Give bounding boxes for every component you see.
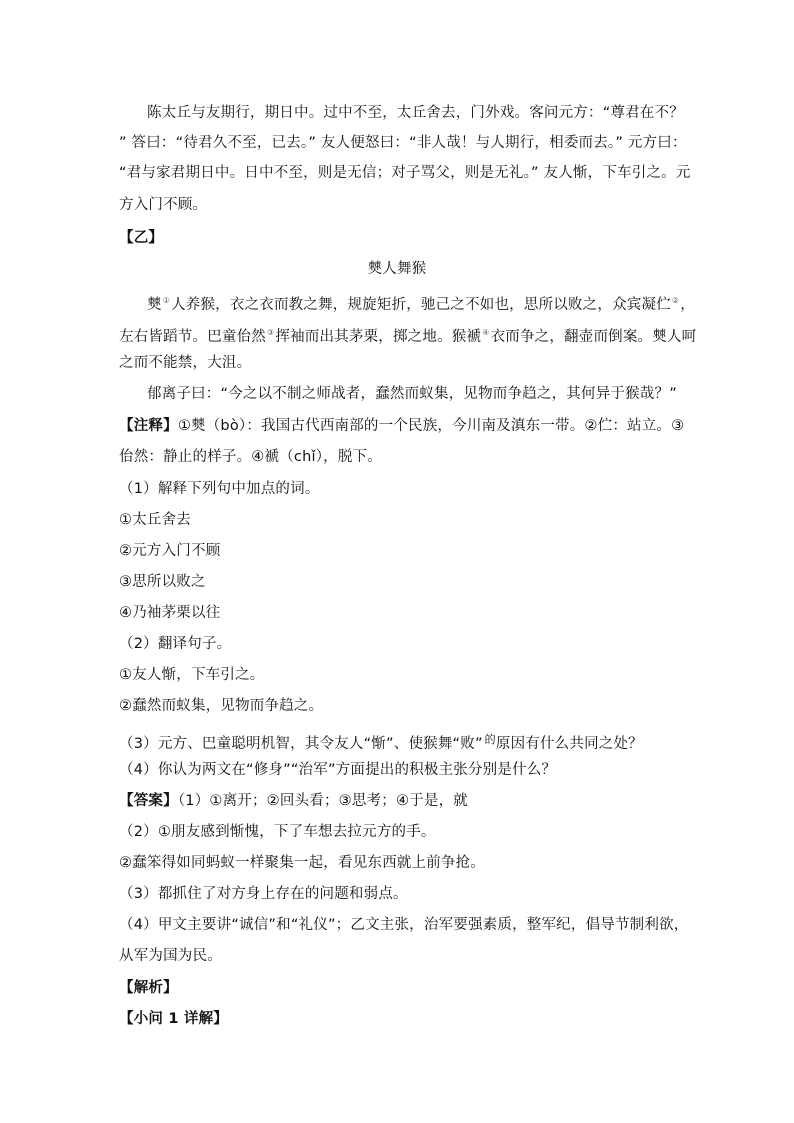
- question-4: （4）你认为两文在“修身”“治军”方面提出的积极主张分别是什么？: [119, 762, 557, 778]
- yi-p2-b: 挥袖而出其茅栗，掷之地。猴褫: [275, 329, 482, 345]
- question-3-de: 的: [484, 733, 496, 746]
- yi-p1-c: ，: [680, 297, 695, 313]
- answer-label: 【答案】: [119, 793, 178, 809]
- question-1-item-2: ②元方入门不顾: [119, 543, 221, 559]
- answer-line-1: [119, 791, 679, 811]
- yi-title: 僰人舞猴: [367, 261, 427, 277]
- note-marker-3: ③: [267, 328, 275, 337]
- yi-p1-b: 人养猴，衣之衣而教之舞，规旋矩折，驰己之不如也，思所以败之，众宾凝伫: [171, 297, 671, 313]
- answer-3: （3）都抓住了对方身上存在的问题和弱点。: [119, 886, 408, 902]
- question-1-item-1: ①太丘舍去: [119, 512, 191, 528]
- note-marker-4: ④: [482, 328, 490, 337]
- yi-paragraph-3: 之而不能禁，大沮。: [119, 355, 252, 371]
- notes-line-1: [119, 416, 685, 436]
- jia-line-1: 陈太丘与友期行，期日中。过中不至，太丘舍去，门外戏。客问元方：“尊君在不？: [147, 105, 684, 121]
- yi-paragraph-4: 郁离子曰：“今之以不制之师战者，蠢然而蚁集，见物而争趋之，其何异于猴哉？”: [147, 386, 677, 402]
- yi-p1-a: 僰: [147, 297, 162, 313]
- answer-2b: ②蠢笨得如同蚂蚁一样聚集一起，看见东西就上前争抢。: [119, 855, 485, 871]
- question-3-a: （3）元方、巴童聪明机智，其令友人“惭”、使猴舞“败”: [119, 736, 483, 752]
- yi-label: 【乙】: [119, 230, 164, 246]
- note-marker-1: ①: [162, 296, 171, 305]
- question-3: [119, 730, 679, 754]
- question-1-item-3: ③思所以败之: [119, 574, 206, 590]
- answer-1: （1）①离开；②回头看；③思考；④于是，就: [177, 793, 468, 809]
- yi-paragraph-1: [147, 291, 707, 315]
- question-3-b: 原因有什么共同之处？: [495, 736, 643, 752]
- question-1: （1）解释下列句中加点的词。: [119, 481, 320, 497]
- answer-2: （2）①朋友感到惭愧，下了车想去拉元方的手。: [119, 824, 436, 840]
- question-2: （2）翻译句子。: [119, 636, 232, 652]
- jia-line-4: 方入门不顾。: [119, 197, 208, 213]
- question-2-item-1: ①友人惭，下车引之。: [119, 667, 265, 683]
- notes-line-2: 佁然：静止的样子。④褫（chǐ），脱下。: [119, 449, 382, 465]
- notes-label: 【注释】: [119, 418, 178, 434]
- question-2-item-2: ②蠢然而蚁集，见物而争趋之。: [119, 698, 324, 714]
- yi-p2-a: 左右皆蹈节。巴童佁然: [119, 329, 266, 345]
- analysis-label: 【解析】: [119, 980, 178, 996]
- answer-4-line-1: （4）甲文主要讲“诚信”和“礼仪”；乙文主张，治军要强素质，整军纪，倡导节制利欲，: [119, 917, 689, 933]
- answer-4-line-2: 从军为国为民。: [119, 948, 222, 964]
- yi-paragraph-2: [119, 323, 697, 347]
- notes-text-1: ①僰（bò）：我国古代西南部的一个民族，今川南及滇东一带。②伫：站立。③: [177, 418, 685, 434]
- jia-line-3: “君与家君期日中。日中不至，则是无信；对子骂父，则是无礼。” 友人惭，下车引之。元: [119, 165, 691, 181]
- note-marker-2: ②: [671, 296, 680, 305]
- yi-p2-c: 衣而争之，翻壶而倒案。僰人呵: [490, 329, 697, 345]
- analysis-sub-label: 【小问 1 详解】: [119, 1011, 228, 1027]
- jia-line-2: ” 答曰：“待君久不至，已去。” 友人便怒曰：“非人哉！与人期行，相委而去。” 元方曰：: [119, 135, 687, 151]
- question-1-item-4: ④乃袖茅栗以往: [119, 605, 221, 621]
